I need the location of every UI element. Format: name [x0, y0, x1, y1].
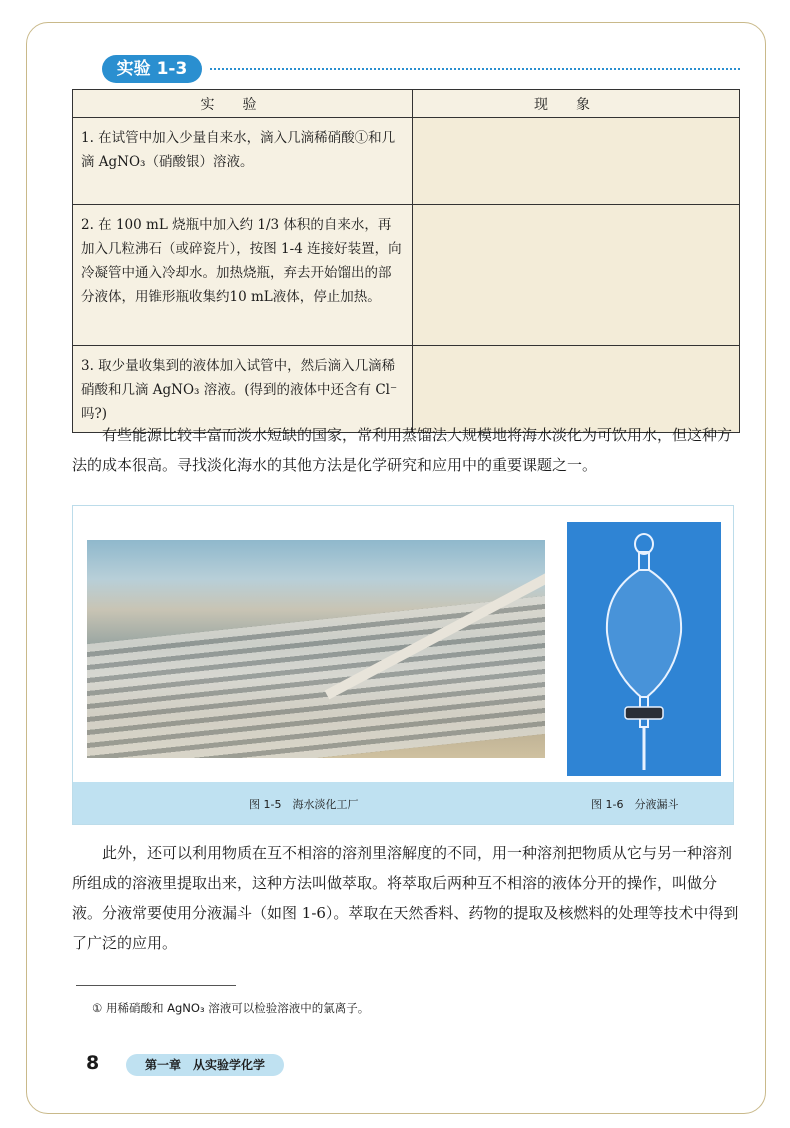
- step-cell: 1. 在试管中加入少量自来水，滴入几滴稀硝酸①和几滴 AgNO₃（硝酸银）溶液。: [73, 118, 413, 205]
- phenomenon-cell: [413, 205, 740, 346]
- chapter-label: 第一章 从实验学化学: [126, 1054, 284, 1076]
- table-header-row: [73, 90, 740, 118]
- phenomenon-cell: [413, 118, 740, 205]
- header-phenomenon: 现象: [413, 90, 740, 118]
- dotted-divider: [210, 68, 740, 70]
- separatory-funnel-photo: [567, 522, 721, 776]
- step-cell: 3. 取少量收集到的液体加入试管中，然后滴入几滴稀硝酸和几滴 AgNO₃ 溶液。(得到的液体中还含有 Cl⁻吗?): [73, 346, 413, 433]
- experiment-badge: 实验 1-3: [102, 55, 202, 83]
- figure-panel: [72, 505, 734, 825]
- footnote-rule: [76, 985, 236, 986]
- table-row: [73, 118, 740, 205]
- table-row: [73, 205, 740, 346]
- page-number: 8: [86, 1052, 100, 1074]
- figure-1-6-caption: 图 1-6 分液漏斗: [591, 798, 679, 811]
- figure-1-5-caption: 图 1-5 海水淡化工厂: [249, 798, 359, 811]
- header-experiment: 实验: [73, 90, 413, 118]
- footnote: ① 用稀硝酸和 AgNO₃ 溶液可以检验溶液中的氯离子。: [92, 1001, 370, 1015]
- figure-caption-bar: [73, 782, 733, 824]
- paragraph-extraction: 此外，还可以利用物质在互不相溶的溶剂里溶解度的不同，用一种溶剂把物质从它与另一种溶剂所组成的溶液里提取出来，这种方法叫做萃取。将萃取后两种互不相溶的液体分开的操作，叫做分液。分液常要使用分液漏斗（如图 1-6）。萃取在天然香料、药物的提取及核燃料的处理等技术中得到了广泛的应用。: [72, 844, 739, 952]
- paragraph-desalination: 有些能源比较丰富而淡水短缺的国家，常利用蒸馏法大规模地将海水淡化为可饮用水，但这种方法的成本很高。寻找淡化海水的其他方法是化学研究和应用中的重要课题之一。: [72, 426, 733, 474]
- experiment-table: [72, 89, 740, 433]
- separatory-funnel-icon: [567, 522, 721, 776]
- step-cell: 2. 在 100 mL 烧瓶中加入约 1/3 体积的自来水，再加入几粒沸石（或碎瓷片），按图 1-4 连接好装置，向冷凝管中通入冷却水。加热烧瓶，弃去开始馏出的部分液体，用锥形瓶收集约10 mL液体，停止加热。: [73, 205, 413, 346]
- desalination-plant-photo: [87, 540, 545, 758]
